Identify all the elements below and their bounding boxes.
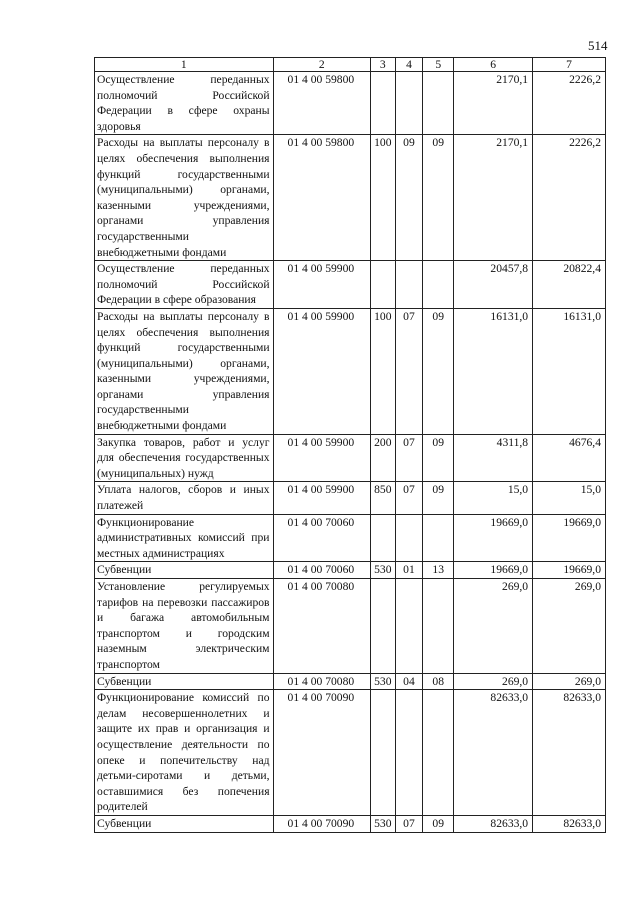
row-col-3: 530 [371, 815, 396, 832]
row-code: 01 4 00 59900 [273, 482, 370, 514]
row-code: 01 4 00 59900 [273, 261, 370, 309]
row-col-3: 200 [371, 434, 396, 482]
row-value-7: 19669,0 [533, 562, 606, 579]
row-name: Расходы на выплаты персоналу в целях обеспечения выполнения функций государственными (муниципальными) органами, казенными учреждениями, органами управления государственными внебюджетными фондами [95, 308, 274, 434]
row-value-6: 2170,1 [454, 72, 533, 135]
row-col-3: 100 [371, 135, 396, 261]
row-name: Осуществление переданных полномочий Российской Федерации в сфере образования [95, 261, 274, 309]
header-col-3: 3 [371, 58, 396, 72]
row-col-3 [371, 514, 396, 562]
row-name: Функционирование комиссий по делам несовершеннолетних и защите их прав и организация и осуществление деятельности по опеке и попечительству над детьми-сиротами и детьми, оставшимися без попечения родителей [95, 690, 274, 816]
row-col-3 [371, 579, 396, 674]
row-value-6: 19669,0 [454, 562, 533, 579]
row-col-3: 850 [371, 482, 396, 514]
row-code: 01 4 00 59900 [273, 434, 370, 482]
row-col-5: 13 [423, 562, 454, 579]
row-value-6: 20457,8 [454, 261, 533, 309]
row-value-6: 269,0 [454, 673, 533, 690]
table-row [95, 562, 606, 579]
row-col-3 [371, 261, 396, 309]
row-value-6: 16131,0 [454, 308, 533, 434]
row-value-7: 2226,2 [533, 135, 606, 261]
table-row [95, 72, 606, 135]
row-code: 01 4 00 59800 [273, 72, 370, 135]
header-col-4: 4 [395, 58, 423, 72]
row-col-4: 07 [395, 308, 423, 434]
budget-table [94, 57, 606, 833]
row-code: 01 4 00 70080 [273, 579, 370, 674]
table-row [95, 482, 606, 514]
row-col-5 [423, 72, 454, 135]
row-value-7: 82633,0 [533, 690, 606, 816]
row-col-4 [395, 261, 423, 309]
row-value-7: 19669,0 [533, 514, 606, 562]
row-col-4 [395, 72, 423, 135]
row-col-4 [395, 514, 423, 562]
row-col-3: 530 [371, 673, 396, 690]
table-row [95, 673, 606, 690]
row-name: Уплата налогов, сборов и иных платежей [95, 482, 274, 514]
row-value-6: 2170,1 [454, 135, 533, 261]
row-col-4: 07 [395, 482, 423, 514]
row-col-4 [395, 579, 423, 674]
row-code: 01 4 00 59800 [273, 135, 370, 261]
row-name: Функционирование административных комиссий при местных администрациях [95, 514, 274, 562]
row-col-5: 09 [423, 135, 454, 261]
row-col-4: 04 [395, 673, 423, 690]
row-col-3 [371, 72, 396, 135]
row-col-4: 01 [395, 562, 423, 579]
row-col-5 [423, 690, 454, 816]
header-col-2: 2 [273, 58, 370, 72]
header-col-1: 1 [95, 58, 274, 72]
row-value-6: 15,0 [454, 482, 533, 514]
row-value-7: 2226,2 [533, 72, 606, 135]
row-code: 01 4 00 59900 [273, 308, 370, 434]
row-value-7: 16131,0 [533, 308, 606, 434]
row-name: Закупка товаров, работ и услуг для обеспечения государственных (муниципальных) нужд [95, 434, 274, 482]
row-col-4 [395, 690, 423, 816]
row-value-7: 15,0 [533, 482, 606, 514]
row-col-5 [423, 579, 454, 674]
table-row [95, 579, 606, 674]
table-row [95, 815, 606, 832]
row-code: 01 4 00 70060 [273, 562, 370, 579]
row-col-5: 09 [423, 434, 454, 482]
row-col-5: 08 [423, 673, 454, 690]
row-value-7: 20822,4 [533, 261, 606, 309]
table-row [95, 434, 606, 482]
row-value-7: 269,0 [533, 673, 606, 690]
row-col-3: 530 [371, 562, 396, 579]
row-value-6: 82633,0 [454, 815, 533, 832]
row-value-6: 269,0 [454, 579, 533, 674]
row-col-5 [423, 514, 454, 562]
row-value-6: 19669,0 [454, 514, 533, 562]
row-name: Установление регулируемых тарифов на перевозки пассажиров и багажа автомобильным транспортом и городским наземным электрическим транспортом [95, 579, 274, 674]
row-col-4: 07 [395, 815, 423, 832]
header-col-7: 7 [533, 58, 606, 72]
page-number: 514 [588, 38, 608, 53]
row-name: Осуществление переданных полномочий Российской Федерации в сфере охраны здоровья [95, 72, 274, 135]
row-value-6: 82633,0 [454, 690, 533, 816]
row-col-4: 09 [395, 135, 423, 261]
row-col-5: 09 [423, 482, 454, 514]
row-value-7: 82633,0 [533, 815, 606, 832]
row-value-6: 4311,8 [454, 434, 533, 482]
row-value-7: 4676,4 [533, 434, 606, 482]
table-row [95, 135, 606, 261]
row-col-5 [423, 261, 454, 309]
table-row [95, 308, 606, 434]
row-col-5: 09 [423, 815, 454, 832]
table-row [95, 261, 606, 309]
table-row [95, 514, 606, 562]
row-col-4: 07 [395, 434, 423, 482]
row-col-3 [371, 690, 396, 816]
table-header-row [95, 58, 606, 72]
row-col-5: 09 [423, 308, 454, 434]
row-code: 01 4 00 70080 [273, 673, 370, 690]
row-code: 01 4 00 70060 [273, 514, 370, 562]
header-col-6: 6 [454, 58, 533, 72]
row-col-3: 100 [371, 308, 396, 434]
row-name: Расходы на выплаты персоналу в целях обеспечения выполнения функций государственными (муниципальными) органами, казенными учреждениями, органами управления государственными внебюджетными фондами [95, 135, 274, 261]
row-code: 01 4 00 70090 [273, 815, 370, 832]
row-value-7: 269,0 [533, 579, 606, 674]
header-col-5: 5 [423, 58, 454, 72]
row-name: Субвенции [95, 673, 274, 690]
row-name: Субвенции [95, 562, 274, 579]
table-row [95, 690, 606, 816]
row-code: 01 4 00 70090 [273, 690, 370, 816]
row-name: Субвенции [95, 815, 274, 832]
